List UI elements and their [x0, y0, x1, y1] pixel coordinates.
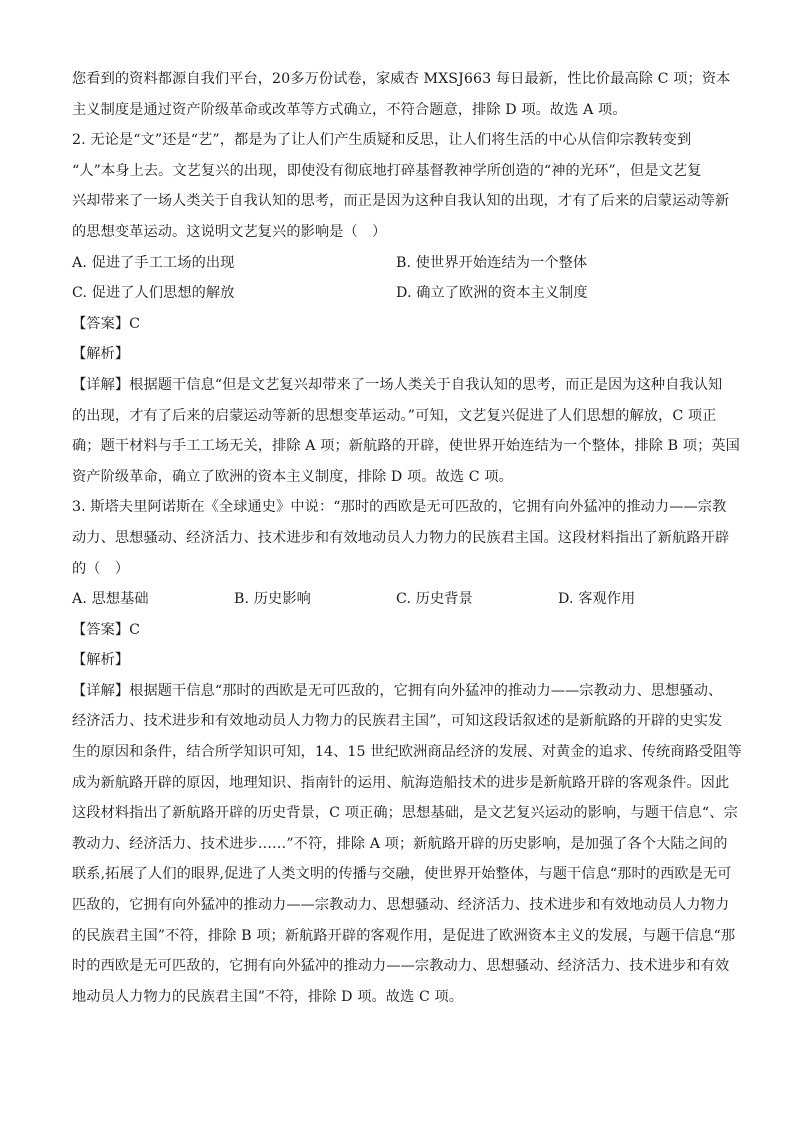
detail-line: 的出现，才有了后来的启蒙运动等新的思想变革运动。”可知，文艺复兴促进了人们思想的解放，C 项正 [72, 407, 717, 424]
answer-line [72, 615, 724, 646]
question-stem-line: 的思想变革运动。这说明文艺复兴的影响是（ ） [72, 223, 387, 240]
answer-label: 【答案】 [72, 621, 130, 638]
detail-line: 【详解】根据题干信息“那时的西欧是无可匹敌的，它拥有向外猛冲的推动力——宗教动力、思想骚动、 [72, 682, 723, 699]
question-stem-line: 2. 无论是“文”还是“艺”，都是为了让人们产生质疑和反思，让人们将生活的中心从信仰宗教转变到 [72, 132, 692, 149]
detail-line: 匹敌的，它拥有向外猛冲的推动力——宗教动力、思想骚动、经济活力、技术进步和有效地动员人力物力 [72, 897, 730, 914]
question-stem-line: “人”本身上去。文艺复兴的出现，即使没有彻底地打碎基督教神学所创造的“神的光环”，但是文艺复 [72, 162, 702, 179]
detail-line: 成为新航路开辟的原因，地理知识、指南针的运用、航海造船技术的进步是新航路开辟的客观条件。因此 [72, 774, 730, 791]
detail-line: 生的原因和条件，结合所学知识可知，14、15 世纪欧洲商品经济的发展、对黄金的追求、传统商路受阻等 [72, 744, 742, 761]
detail-line: 时的西欧是无可匹敌的，它拥有向外猛冲的推动力——宗教动力、思想骚动、经济活力、技术进步和有效 [72, 958, 730, 975]
detail-line: 的民族君主国”不符，排除 B 项；新航路开辟的客观作用，是促进了欧洲资本主义的发展，与题干信息“那 [72, 927, 736, 944]
question-stem-line: 兴却带来了一场人类关于自我认知的思考，而正是因为这种自我认知的出现，才有了后来的启蒙运动等新 [72, 193, 730, 210]
detail-line: 教动力、经济活力、技术进步……”不符，排除 A 项；新航路开辟的历史影响，是加强了各个大陆之间的 [72, 835, 728, 852]
detail-line: 联系,拓展了人们的眼界,促进了人类文明的传播与交融，使世界开始整体，与题干信息“那时的西欧是无可 [72, 866, 732, 883]
options-row [72, 278, 724, 309]
detail-line: 经济活力、技术进步和有效地动员人力物力的民族君主国”，可知这段话叙述的是新航路的开辟的史实发 [72, 713, 723, 730]
answer-line [72, 309, 724, 340]
option-c: C. 促进了人们思想的解放 [72, 285, 235, 302]
options-row [72, 248, 724, 279]
analysis-label: 【解析】 [72, 346, 130, 363]
option-b: B. 历史影响 [234, 591, 311, 608]
detail-line: 【详解】根据题干信息“但是文艺复兴却带来了一场人类关于自我认知的思考，而正是因为这种自我认知 [72, 376, 723, 393]
intro-line: 您看到的资料都源自我们平台，20多万份试卷，家威杏 MXSJ663 每日最新，性比价最高除 C 项；资本 [72, 71, 731, 87]
detail-line: 这段材料指出了新航路开辟的历史背景，C 项正确；思想基础，是文艺复兴运动的影响，与题干信息“、宗 [72, 805, 738, 822]
intro-line: 主义制度是通过资产阶级革命或改革等方式确立，不符合题意，排除 D 项。故选 A 项。 [72, 101, 627, 118]
detail-line: 地动员人力物力的民族君主国”不符，排除 D 项。故选 C 项。 [72, 988, 464, 1005]
question-3 [72, 492, 742, 1012]
detail-line: 资产阶级革命，确立了欧洲的资本主义制度，排除 D 项。故选 C 项。 [72, 468, 513, 485]
document-page [72, 64, 742, 1012]
options-row [72, 584, 724, 615]
detail-line: 确；题干材料与手工工场无关，排除 A 项；新航路的开辟，使世界开始连结为一个整体，排除 B 项；英国 [72, 438, 740, 455]
question-stem-line: 动力、思想骚动、经济活力、技术进步和有效地动员人力物力的民族君主国。这段材料指出了新航路开辟 [72, 529, 730, 546]
answer-value: C [129, 621, 141, 638]
option-c: C. 历史背景 [396, 591, 473, 608]
option-d: D. 确立了欧洲的资本主义制度 [396, 285, 588, 302]
option-a: A. 思想基础 [72, 591, 149, 608]
question-stem-line: 3. 斯塔夫里阿诺斯在《全球通史》中说：“那时的西欧是无可匹敌的，它拥有向外猛冲的推动力——宗教 [72, 499, 727, 516]
question-2 [72, 125, 740, 492]
option-b: B. 使世界开始连结为一个整体 [396, 254, 588, 271]
answer-label: 【答案】 [72, 315, 130, 332]
analysis-label: 【解析】 [72, 652, 130, 669]
option-a: A. 促进了手工工场的出现 [72, 254, 235, 271]
answer-value: C [129, 315, 141, 332]
question-stem-line: 的（ ） [72, 560, 130, 577]
option-d: D. 客观作用 [558, 591, 636, 608]
